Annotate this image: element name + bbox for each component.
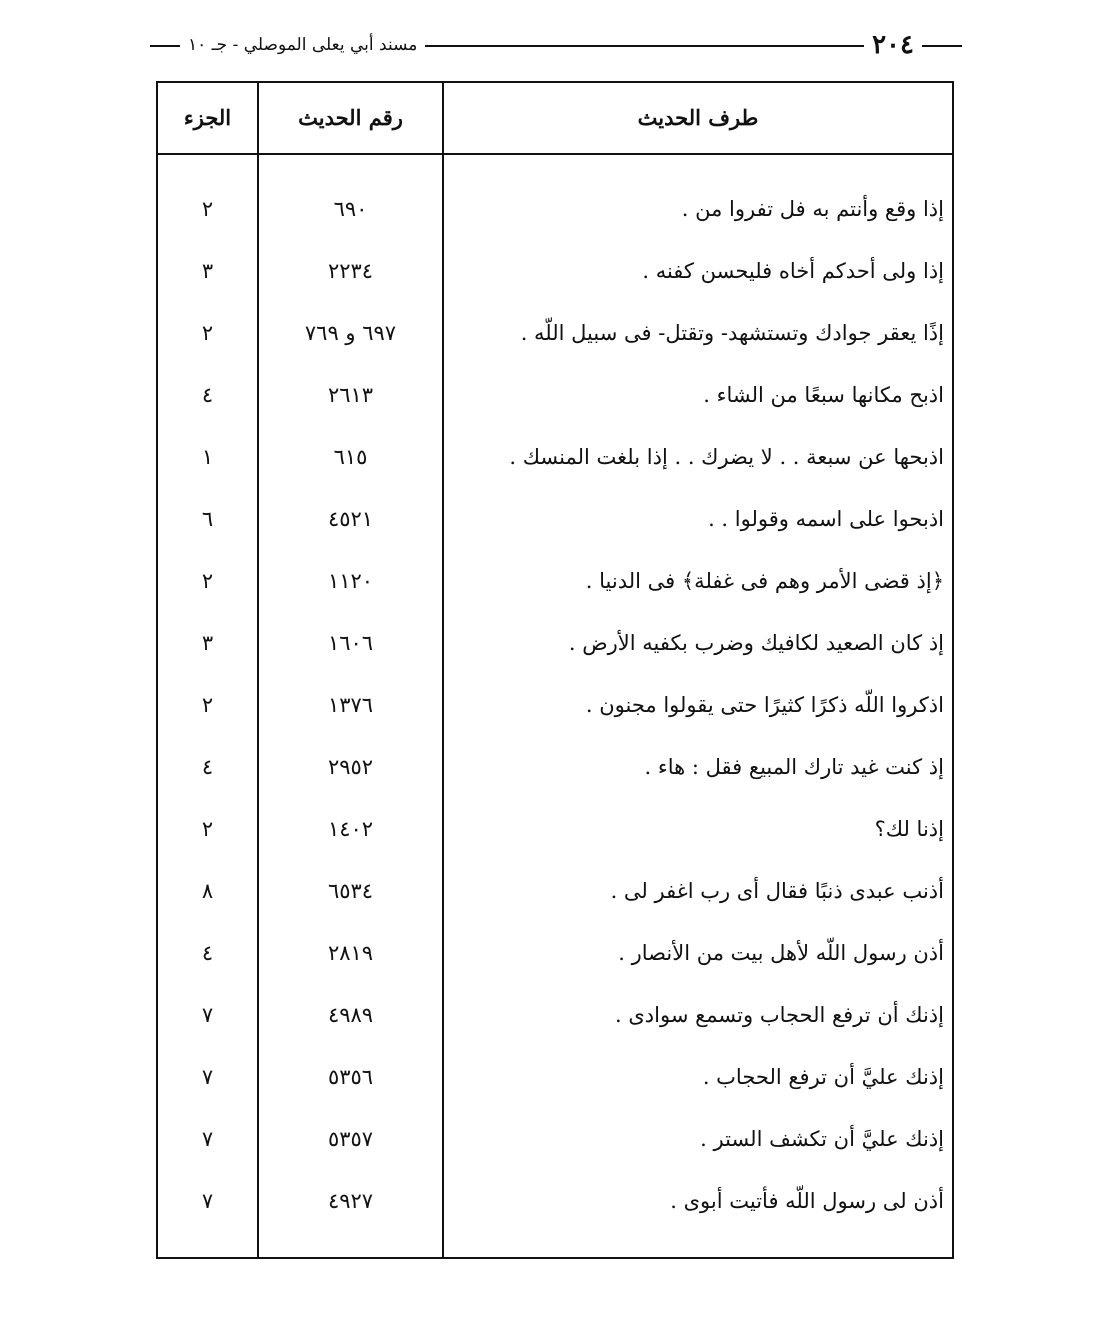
hadith-number-cell: ٢٨١٩ bbox=[327, 941, 374, 965]
table-row bbox=[158, 302, 952, 364]
header-hadith-text: طرف الحديث bbox=[637, 105, 759, 130]
page-number: ٢٠٤ bbox=[864, 30, 922, 60]
table-row bbox=[158, 488, 952, 550]
hadith-text-cell: إذ كنت غيد تارك المبيع فقل : هاء . bbox=[644, 755, 944, 779]
volume-cell: ٧ bbox=[201, 1003, 214, 1027]
volume-cell: ٦ bbox=[201, 507, 214, 531]
table-row bbox=[158, 612, 952, 674]
hadith-text-cell: أذنب عبدى ذنبًا فقال أى رب اغفر لى . bbox=[610, 879, 944, 903]
hadith-text-cell: إذ كان الصعيد لكافيك وضرب بكفيه الأرض . bbox=[568, 631, 944, 655]
hadith-index-table bbox=[156, 81, 954, 1259]
hadith-text-cell: أذن لى رسول اللّه فأتيت أبوى . bbox=[670, 1189, 944, 1213]
volume-cell: ٤ bbox=[201, 383, 214, 407]
volume-cell: ٢ bbox=[201, 817, 214, 841]
hadith-number-cell: ٥٣٥٦ bbox=[327, 1065, 374, 1089]
table-row bbox=[158, 674, 952, 736]
table-row bbox=[158, 178, 952, 240]
table-body bbox=[158, 178, 952, 1232]
hadith-text-cell: إذا ولى أحدكم أخاه فليحسن كفنه . bbox=[642, 259, 944, 283]
volume-cell: ٢ bbox=[201, 569, 214, 593]
volume-cell: ٢ bbox=[201, 321, 214, 345]
volume-cell: ٤ bbox=[201, 755, 214, 779]
hadith-text-cell: اذبحها عن سبعة . . لا يضرك . . إذا بلغت المنسك . bbox=[509, 445, 944, 469]
hadith-text-cell: إذنك عليَّ أن ترفع الحجاب . bbox=[702, 1065, 944, 1089]
hadith-text-cell: إذا وقع وأنتم به فل تفروا من . bbox=[681, 197, 944, 221]
hadith-text-cell: إذنك أن ترفع الحجاب وتسمع سوادى . bbox=[615, 1003, 944, 1027]
table-row bbox=[158, 364, 952, 426]
hadith-text-cell: اذكروا اللّه ذكرًا كثيرًا حتى يقولوا مجنون . bbox=[585, 693, 944, 717]
hadith-number-cell: ٤٩٢٧ bbox=[327, 1189, 374, 1213]
hadith-number-cell: ٢٦١٣ bbox=[327, 383, 374, 407]
table-row bbox=[158, 860, 952, 922]
table-row bbox=[158, 426, 952, 488]
hadith-number-cell: ١٤٠٢ bbox=[327, 817, 374, 841]
volume-cell: ٣ bbox=[201, 631, 214, 655]
table-row bbox=[158, 1170, 952, 1232]
header-hadith-number: رقم الحديث bbox=[298, 105, 403, 130]
running-header bbox=[150, 30, 962, 60]
hadith-number-cell: ١٦٠٦ bbox=[327, 631, 374, 655]
hadith-text-cell: اذبح مكانها سبعًا من الشاء . bbox=[703, 383, 944, 407]
table-header-rule bbox=[158, 153, 952, 155]
table-row bbox=[158, 922, 952, 984]
hadith-number-cell: ٤٥٢١ bbox=[327, 507, 374, 531]
table-row bbox=[158, 798, 952, 860]
header-volume: الجزء bbox=[183, 105, 232, 130]
hadith-number-cell: ٦٩٧ و ٧٦٩ bbox=[304, 321, 397, 345]
volume-cell: ٣ bbox=[201, 259, 214, 283]
volume-cell: ٢ bbox=[201, 197, 214, 221]
volume-cell: ٢ bbox=[201, 693, 214, 717]
table-row bbox=[158, 1108, 952, 1170]
volume-cell: ٨ bbox=[201, 879, 214, 903]
table-row bbox=[158, 1046, 952, 1108]
hadith-number-cell: ٥٣٥٧ bbox=[327, 1127, 374, 1151]
hadith-number-cell: ٦٥٣٤ bbox=[327, 879, 374, 903]
volume-cell: ٧ bbox=[201, 1189, 214, 1213]
table-row bbox=[158, 240, 952, 302]
hadith-number-cell: ٦١٥ bbox=[333, 445, 368, 469]
hadith-number-cell: ٤٩٨٩ bbox=[327, 1003, 374, 1027]
hadith-text-cell: اذبحوا على اسمه وقولوا . . bbox=[708, 507, 944, 531]
book-title: مسند أبي يعلى الموصلي - جـ ١٠ bbox=[180, 34, 425, 56]
hadith-number-cell: ١٣٧٦ bbox=[327, 693, 374, 717]
hadith-text-cell: ﴿إذ قضى الأمر وهم فى غفلة﴾ فى الدنيا . bbox=[585, 569, 944, 593]
volume-cell: ٧ bbox=[201, 1127, 214, 1151]
volume-cell: ١ bbox=[201, 445, 214, 469]
hadith-text-cell: إذًا يعقر جوادك وتستشهد- وتقتل- فى سبيل اللّه . bbox=[520, 321, 944, 345]
hadith-text-cell: أذن رسول اللّه لأهل بيت من الأنصار . bbox=[618, 941, 944, 965]
table-row bbox=[158, 736, 952, 798]
hadith-number-cell: ١١٢٠ bbox=[327, 569, 374, 593]
hadith-text-cell: إذنك عليَّ أن تكشف الستر . bbox=[700, 1127, 944, 1151]
volume-cell: ٤ bbox=[201, 941, 214, 965]
hadith-text-cell: إذنا لك؟ bbox=[874, 817, 944, 841]
table-row bbox=[158, 550, 952, 612]
hadith-number-cell: ٢٢٣٤ bbox=[327, 259, 374, 283]
hadith-number-cell: ٢٩٥٢ bbox=[327, 755, 374, 779]
table-row bbox=[158, 984, 952, 1046]
volume-cell: ٧ bbox=[201, 1065, 214, 1089]
hadith-number-cell: ٦٩٠ bbox=[333, 197, 368, 221]
